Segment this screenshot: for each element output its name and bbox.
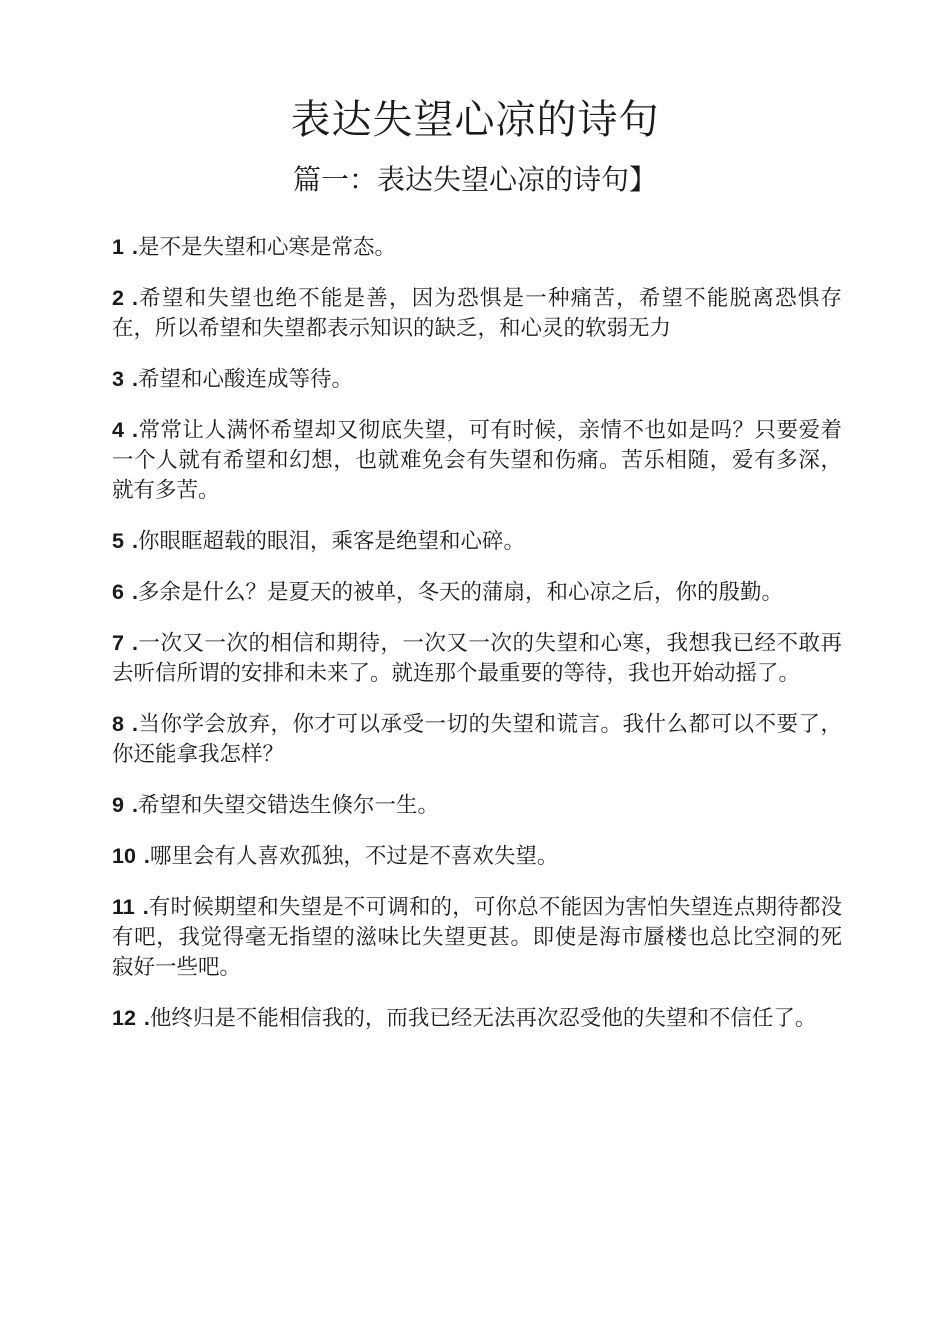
- item-text: 哪里会有人喜欢孤独，不过是不喜欢失望。: [149, 844, 559, 869]
- list-item: 7 .一次又一次的相信和期待，一次又一次的失望和心寒，我想我已经不敢再去听信所谓的安排和未来了。就连那个最重要的等待，我也开始动摇了。: [112, 631, 842, 686]
- item-number: 6: [112, 580, 124, 604]
- item-text: 当你学会放弃，你才可以承受一切的失望和谎言。我什么都可以不要了，你还能拿我怎样？: [112, 712, 842, 767]
- list-item: 9 .希望和失望交错迭生倏尔一生。: [112, 793, 439, 818]
- item-text: 你眼眶超载的眼泪，乘客是绝望和心碎。: [137, 529, 525, 554]
- list-item: 10 .哪里会有人喜欢孤独，不过是不喜欢失望。: [112, 844, 559, 869]
- item-text: 一次又一次的相信和期待，一次又一次的失望和心寒，我想我已经不敢再去听信所谓的安排和未来了。就连那个最重要的等待，我也开始动摇了。: [112, 631, 842, 686]
- item-number: 2: [112, 286, 124, 310]
- list-item: 2 .希望和失望也绝不能是善，因为恐惧是一种痛苦，希望不能脱离恐惧存在，所以希望和失望都表示知识的缺乏，和心灵的软弱无力: [112, 286, 842, 341]
- poem-list: [112, 232, 842, 1054]
- item-text: 多余是什么？是夏天的被单，冬天的蒲扇，和心凉之后，你的殷勤。: [137, 580, 783, 605]
- item-text: 希望和心酸连成等待。: [137, 367, 353, 392]
- item-number: 8: [112, 712, 124, 736]
- list-item: 11 .有时候期望和失望是不可调和的，可你总不能因为害怕失望连点期待都没有吧，我觉得毫无指望的滋味比失望更甚。即使是海市蜃楼也总比空洞的死寂好一些吧。: [112, 895, 842, 980]
- item-number: 11: [112, 895, 135, 919]
- item-number: 3: [112, 367, 124, 391]
- list-item: 1 .是不是失望和心寒是常态。: [112, 235, 396, 260]
- item-number: 5: [112, 529, 124, 553]
- list-item: 4 .常常让人满怀希望却又彻底失望，可有时候，亲情不也如是吗？只要爱着一个人就有希望和幻想，也就难免会有失望和伤痛。苦乐相随，爱有多深，就有多苦。: [112, 418, 842, 503]
- item-number: 9: [112, 793, 124, 817]
- item-text: 有时候期望和失望是不可调和的，可你总不能因为害怕失望连点期待都没有吧，我觉得毫无指望的滋味比失望更甚。即使是海市蜃楼也总比空洞的死寂好一些吧。: [112, 895, 842, 980]
- list-item: 6 .多余是什么？是夏天的被单，冬天的蒲扇，和心凉之后，你的殷勤。: [112, 580, 783, 605]
- section-heading: 篇一：表达失望心凉的诗句】: [292, 163, 657, 196]
- item-text: 是不是失望和心寒是常态。: [137, 235, 396, 260]
- list-item: 8 .当你学会放弃，你才可以承受一切的失望和谎言。我什么都可以不要了，你还能拿我怎样？: [112, 712, 842, 767]
- list-item: 3 .希望和心酸连成等待。: [112, 367, 353, 392]
- item-text: 希望和失望也绝不能是善，因为恐惧是一种痛苦，希望不能脱离恐惧存在，所以希望和失望都表示知识的缺乏，和心灵的软弱无力: [112, 286, 842, 341]
- item-number: 12: [112, 1006, 136, 1030]
- list-item: 12 .他终归是不能相信我的，而我已经无法再次忍受他的失望和不信任了。: [112, 1006, 817, 1031]
- item-number: 4: [112, 418, 124, 442]
- list-item: 5 .你眼眶超载的眼泪，乘客是绝望和心碎。: [112, 529, 525, 554]
- page-title: 表达失望心凉的诗句: [290, 97, 660, 143]
- item-text: 他终归是不能相信我的，而我已经无法再次忍受他的失望和不信任了。: [149, 1006, 817, 1031]
- item-number: 1: [112, 235, 124, 259]
- item-text: 常常让人满怀希望却又彻底失望，可有时候，亲情不也如是吗？只要爱着一个人就有希望和幻想，也就难免会有失望和伤痛。苦乐相随，爱有多深，就有多苦。: [112, 418, 842, 503]
- item-number: 7: [112, 631, 124, 655]
- item-text: 希望和失望交错迭生倏尔一生。: [137, 793, 439, 818]
- item-number: 10: [112, 844, 136, 868]
